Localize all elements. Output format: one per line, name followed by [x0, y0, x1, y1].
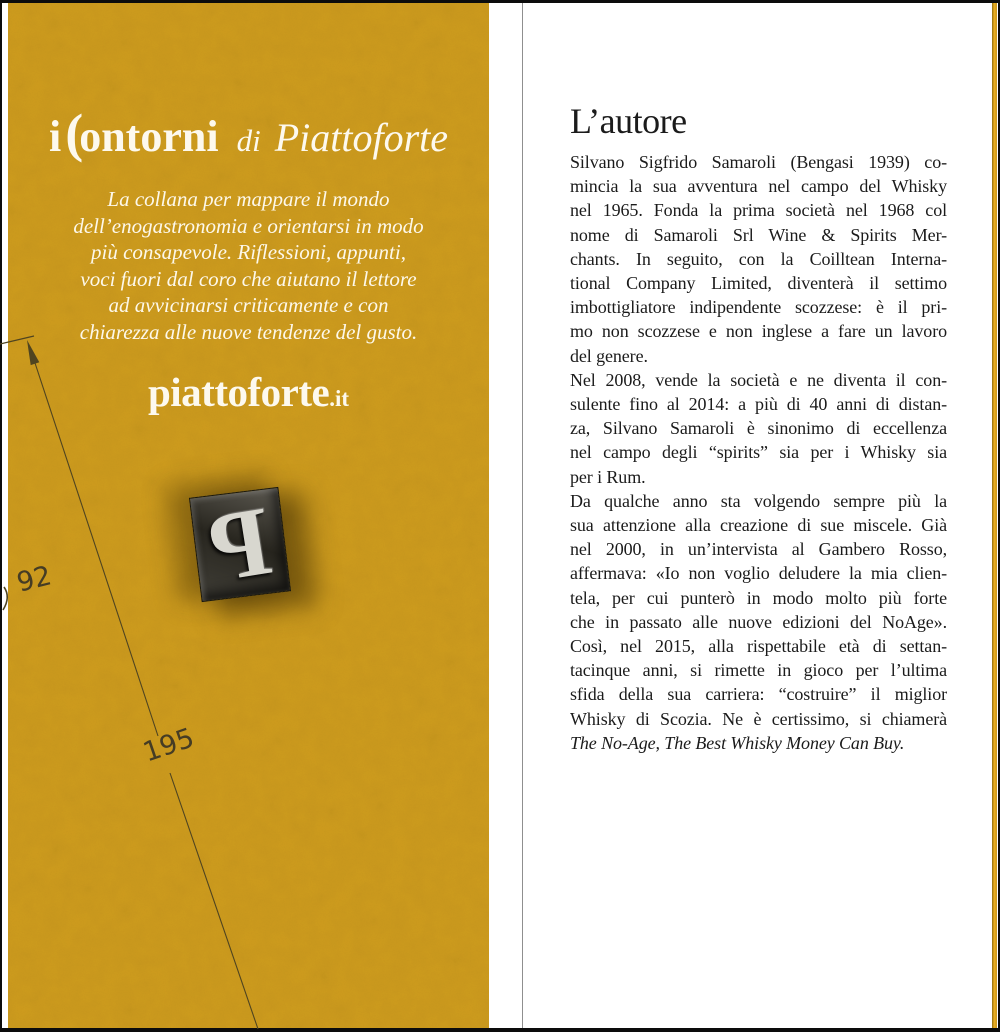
author-text-line: tional Company Limited, diventerà il settimo	[570, 273, 947, 294]
author-bio-text	[570, 150, 947, 755]
series-title-c-glyph: (	[65, 103, 80, 163]
author-text-line: nome di Samaroli Srl Wine & Spirits Mer-	[570, 224, 947, 245]
edge-arc-mark	[3, 587, 7, 610]
author-text-line: The No-Age, The Best Whisky Money Can Buy.	[570, 732, 905, 753]
piattoforte-logo-tld: .it	[329, 386, 349, 411]
series-title-brand: Piattoforte	[274, 115, 449, 160]
author-page	[570, 100, 947, 755]
measurement-195: 195	[139, 722, 199, 769]
author-text-line: nel 2000, in un’intervista al Gambero Rosso,	[570, 539, 947, 560]
dimension-tick	[0, 336, 34, 344]
author-text-line: mincia la sua avventura nel campo del Whisky	[570, 176, 947, 197]
author-text-line: Nel 2008, vende la società e ne diventa il con-	[570, 369, 947, 390]
author-text-line: per i Rum.	[570, 466, 646, 487]
author-text-line: tela, per cui punterò in modo molto più forte	[570, 587, 947, 608]
cover-edge-strip	[992, 3, 997, 1028]
author-text-line: sfida della sua carriera: “costruire” il miglior	[570, 684, 947, 705]
fold-line	[522, 3, 523, 1028]
author-text-line: del genere.	[570, 345, 648, 366]
author-text-line: che in passato alle nuove edizioni del NoAge».	[570, 611, 947, 632]
author-text-line: nel campo degli “spirits” sia per i Whisky sia	[570, 442, 947, 463]
mirrored-p-glyph: P	[201, 486, 279, 603]
author-text-line: mo non scozzese e non inglese a fare un lavoro	[570, 321, 947, 342]
author-text-line: sulente fino al 2014: a più di 40 anni di distan-	[570, 394, 947, 415]
author-text-line: Così, nel 2015, alla rispettabile età di settan-	[570, 636, 947, 657]
author-text-line: imbottigliatore indipendente scozzese: è il pri-	[570, 297, 947, 318]
author-text-line: chants. In seguito, con la Coilltean Interna-	[570, 248, 947, 269]
author-text-line: nel 1965. Fonda la prima società nel 1968 col	[570, 200, 947, 221]
series-title-i: i	[48, 112, 62, 161]
flap-tagline-line: ad avvicinarsi criticamente e con	[108, 293, 389, 317]
dimension-line-upper	[35, 363, 158, 736]
flap-tagline-line: chiarezza alle nuove tendenze del gusto.	[79, 319, 418, 344]
flap-tagline-line: La collana per mappare il mondo	[107, 187, 390, 211]
piattoforte-logo-name: piattoforte	[147, 369, 330, 415]
book-flap	[8, 3, 489, 1028]
author-text-line: affermava: «Io non voglio deludere la mia clien-	[570, 563, 947, 584]
author-text-line: sua attenzione alla creazione di sue miscele. Già	[570, 515, 947, 536]
author-text-line: Silvano Sigfrido Samaroli (Bengasi 1939) co-	[570, 152, 947, 172]
series-title-rest: ontorni	[79, 112, 219, 161]
series-title-di: di	[236, 123, 261, 158]
author-text-line: Whisky di Scozia. Ne è certissimo, si chiamerà	[570, 708, 947, 729]
flap-tagline-line: dell’enogastronomia e orientarsi in modo	[73, 213, 424, 238]
author-text-line: Da qualche anno sta volgendo sempre più la	[570, 490, 947, 511]
author-page-title: L’autore	[570, 101, 687, 141]
author-text-line: tacinque anni, si rimette in gioco per l’ultima	[570, 660, 947, 681]
dimension-line-lower	[170, 773, 258, 1029]
flap-tagline-line: più consapevole. Riflessioni, appunti,	[91, 240, 406, 264]
page-background	[2, 3, 998, 1028]
dimension-arrowhead-icon	[27, 340, 39, 365]
dimension-lines	[8, 3, 489, 1028]
measurement-92: 92	[13, 560, 55, 599]
flap-tagline-line: voci fuori dal coro che aiutano il lettore	[80, 266, 417, 291]
author-text-line: za, Silvano Samaroli è sinonimo di eccellenza	[570, 418, 947, 439]
